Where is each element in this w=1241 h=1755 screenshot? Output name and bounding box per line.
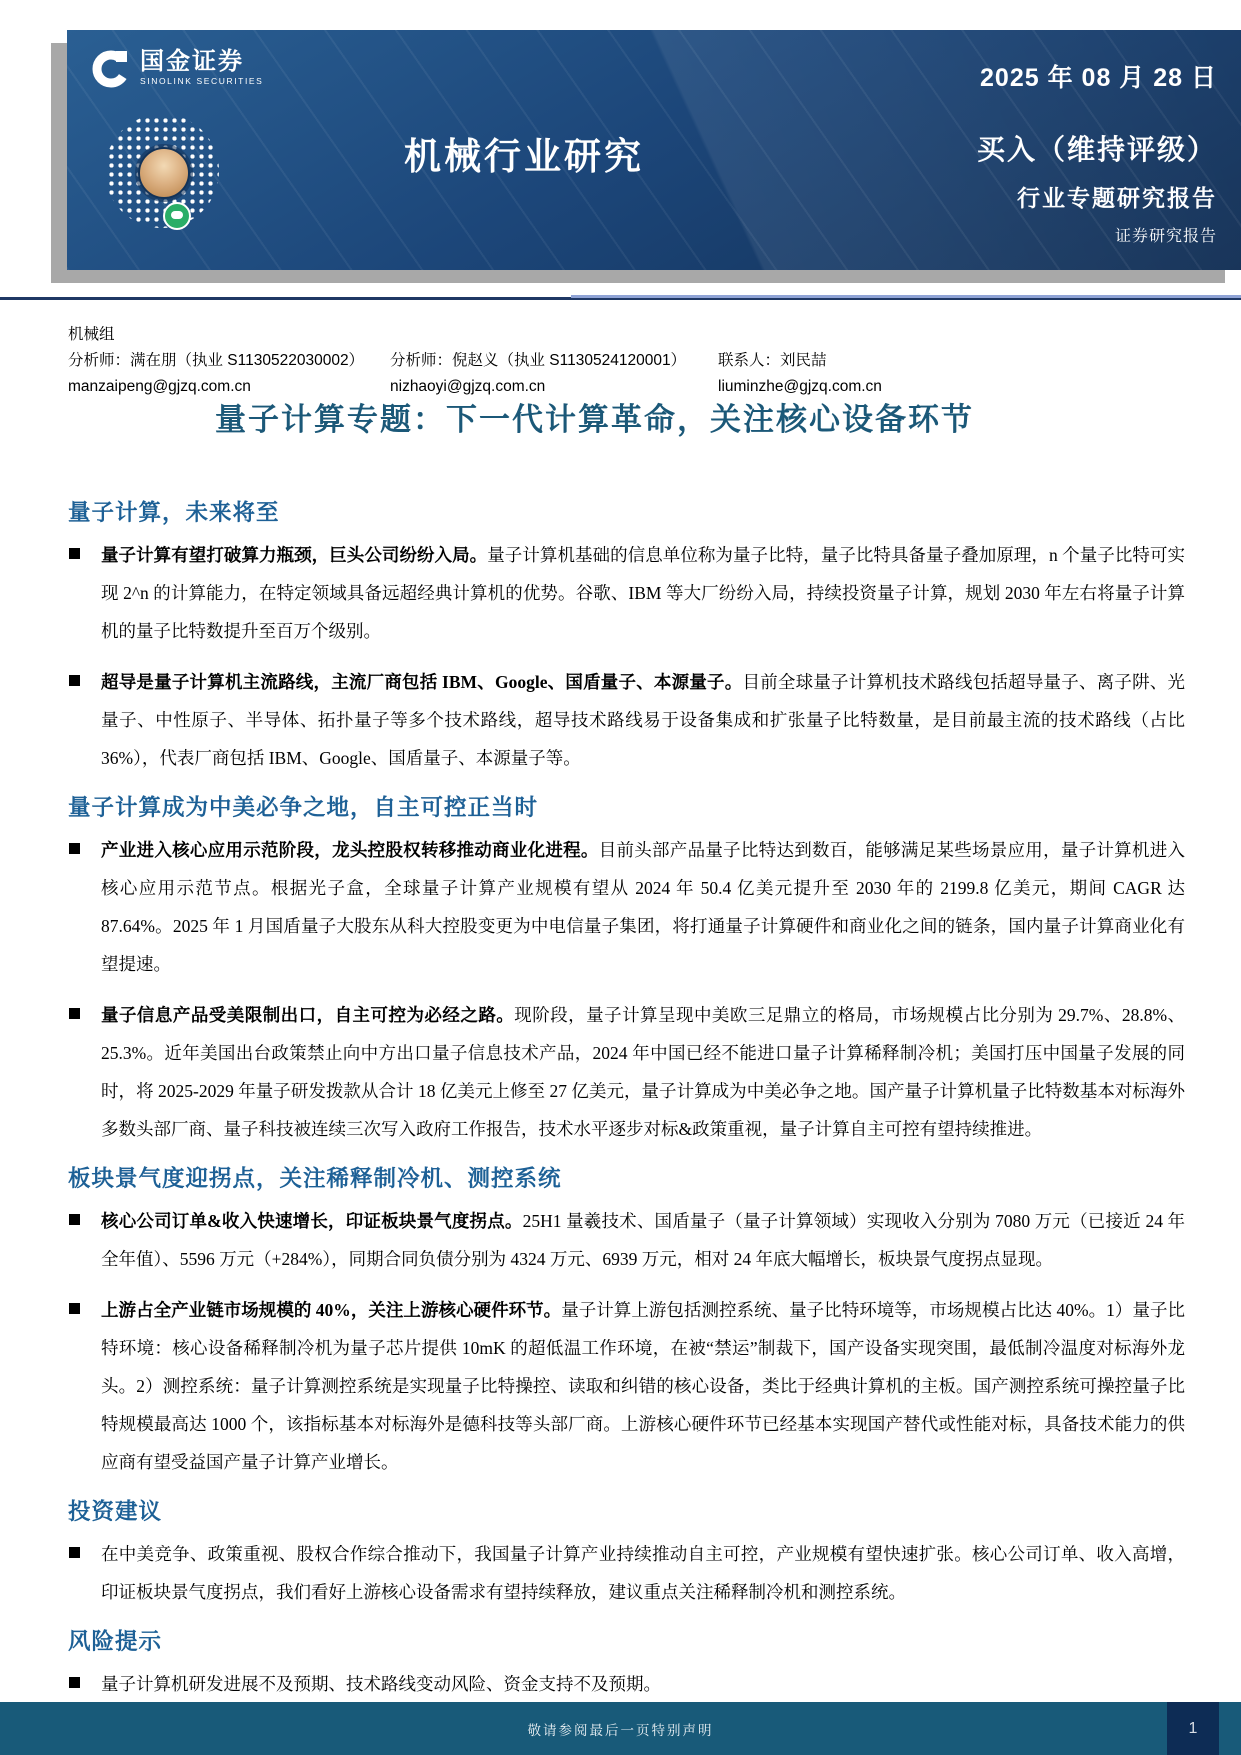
bullet-square-icon [69,1677,80,1688]
report-body [68,482,1185,1716]
list-item [68,996,1185,1148]
bullet-lead: 上游占全产业链市场规模的 40%，关注上游核心硬件环节。 [101,1300,562,1320]
section [68,1497,1185,1611]
logo-en-label: SINOLINK SECURITIES [140,76,264,86]
bullet-text [101,536,1185,650]
bullet-square-icon [69,1303,80,1314]
list-item [68,1291,1185,1481]
analyst-role: 分析师：满在朋（执业 S1130522030002） [68,352,365,369]
bullet-body: 25H1 量羲技术、国盾量子（量子计算领域）实现收入分别为 7080 万元（已接近 24 年全年值）、5596 万元（+284%），同期合同负债分别为 4324 万元、6939 万元，相对 24 年底大幅增长，板块景气度拐点显现。 [101,1211,1186,1269]
bullet-text [101,1535,1185,1611]
analyst-email: liuminzhe@gjzq.com.cn [718,378,882,395]
list-item [68,1202,1185,1278]
bullet-square-icon [69,843,80,854]
rating-badge: 买入（维持评级） [976,134,1217,165]
bullet-text [101,663,1185,777]
bullet-lead: 超导是量子计算机主流路线，主流厂商包括 IBM、Google、国盾量子、本源量子。 [101,672,743,692]
bullet-square-icon [69,1214,80,1225]
report-series: 行业专题研究报告 [1017,185,1217,211]
report-category: 证券研究报告 [1114,228,1217,245]
bullet-square-icon [69,675,80,686]
report-date: 2025 年 08 月 28 日 [980,64,1217,92]
bullet-body: 目前全球量子计算机技术路线包括超导量子、离子阱、光量子、中性原子、半导体、拓扑量子等多个技术路线，超导技术路线易于设备集成和扩张量子比特数量，是目前最主流的技术路线（占比 36%），代表厂商包括 IBM、Google、国盾量子、本源量子等。 [101,672,1185,768]
analyst-roles-row [68,348,1185,374]
page-number-box [1167,1702,1219,1755]
bullet-text [101,1665,1185,1703]
list-item [68,1665,1185,1703]
page-footer [0,1702,1241,1755]
bullet-text [101,996,1185,1148]
bullet-body: 现阶段，量子计算呈现中美欧三足鼎立的格局，市场规模占比分别为 29.7%、28.8%、25.3%。近年美国出台政策禁止向中方出口量子信息技术产品，2024 年中国已经不能进口量子计算稀释制冷机；美国打压中国量子发展的同时，将 2025-2029 年量子研发拨款从合计 18 亿美元上修至 27 亿美元，量子计算成为中美必争之地。国产量子计算机量子比特数基本对标海外多数头部厂商、量子科技被连续三次写入政府工作报告，技术水平逐步对标&政策重视，量子计算自主可控有望持续推进。 [101,1005,1185,1139]
list-item [68,1535,1185,1611]
bullet-square-icon [69,548,80,559]
section-heading: 板块景气度迎拐点，关注稀释制冷机、测控系统 [68,1166,562,1191]
list-item [68,663,1185,777]
bullet-body: 目前头部产品量子比特达到数百，能够满足某些场景应用，量子计算机进入核心应用示范节点。根据光子盒，全球量子计算产业规模有望从 2024 年 50.4 亿美元提升至 2030 年的 2199.8 亿美元，期间 CAGR 达 87.64%。2025 年 1 月国盾量子大股东从科大控股变更为中电信量子集团，将打通量子计算硬件和商业化之间的链条，国内量子计算商业化有望提速。 [101,840,1186,974]
bullet-lead: 量子计算有望打破算力瓶颈，巨头公司纷纷入局。 [101,545,488,565]
logo-text [140,49,263,87]
section [68,1164,1185,1481]
bullet-body: 量子计算上游包括测控系统、量子比特环境等，市场规模占比达 40%。1）量子比特环境：核心设备稀释制冷机为量子芯片提供 10mK 的超低温工作环境，在被“禁运”制裁下，国产设备实现突围，最低制冷温度对标海外龙头。2）测控系统：量子计算测控系统是实现量子比特操控、读取和纠错的核心设备，类比于经典计算机的主板。国产测控系统可操控量子比特规模最高达 1000 个，该指标基本对标海外是德科技等头部厂商。上游核心硬件环节已经基本实现国产替代或性能对标，具备技术能力的供应商有望受益国产量子计算产业增长。 [101,1300,1186,1472]
report-header-banner [67,30,1241,270]
section-heading: 投资建议 [68,1499,163,1524]
footer-disclaimer: 敬请参阅最后一页特别声明 [527,1722,714,1738]
header-divider [0,295,1241,301]
list-item [68,536,1185,650]
analyst-block [68,322,1185,400]
divider-accent-line [571,295,1241,298]
bullet-lead: 量子信息产品受美限制出口，自主可控为必经之路。 [101,1005,515,1025]
qr-wechat-icon [163,202,191,230]
bullet-text [101,1291,1185,1481]
bullet-lead: 核心公司订单&收入快速增长，印证板块景气度拐点。 [101,1211,523,1231]
analyst-role: 分析师：倪赵义（执业 S1130524120001） [390,352,687,369]
bullet-lead: 产业进入核心应用示范阶段，龙头控股权转移推动商业化进程。 [101,840,599,860]
section [68,498,1185,777]
section [68,1627,1185,1703]
sinolink-logo-icon [91,48,131,88]
bullet-body: 量子计算机基础的信息单位称为量子比特，量子比特具备量子叠加原理，n 个量子比特可实现 2^n 的计算能力，在特定领域具备远超经典计算机的优势。谷歌、IBM 等大厂纷纷入局，持续投资量子计算，规划 2030 年左右将量子计算机的量子比特数提升至百万个级别。 [101,545,1185,641]
bullet-text [101,831,1185,983]
sinolink-logo [91,48,263,88]
list-item [68,831,1185,983]
page-number: 1 [1188,1719,1198,1737]
analyst-email: manzaipeng@gjzq.com.cn [68,378,251,395]
logo-cn-label: 国金证券 [140,48,244,75]
bullet-text [101,1202,1185,1278]
section-heading: 风险提示 [68,1629,163,1654]
analyst-group: 机械组 [68,326,115,343]
bullet-body: 在中美竞争、政策重视、股权合作综合推动下，我国量子计算产业持续推动自主可控，产业规模有望快速扩张。核心公司订单、收入高增，印证板块景气度拐点，我们看好上游核心设备需求有望持续释放，建议重点关注稀释制冷机和测控系统。 [101,1544,1185,1602]
bullet-square-icon [69,1547,80,1558]
document-title: 量子计算专题：下一代计算革命，关注核心设备环节 [215,402,974,437]
section-heading: 量子计算，未来将至 [68,500,280,525]
bullet-body: 量子计算机研发进展不及预期、技术路线变动风险、资金支持不及预期。 [101,1674,661,1694]
section-heading: 量子计算成为中美必争之地，自主可控正当时 [68,795,539,820]
analyst-role: 联系人：刘民喆 [718,352,827,369]
banner-title: 机械行业研究 [404,136,644,177]
analyst-email: nizhaoyi@gjzq.com.cn [390,378,546,395]
bullet-square-icon [69,1008,80,1019]
section [68,793,1185,1148]
